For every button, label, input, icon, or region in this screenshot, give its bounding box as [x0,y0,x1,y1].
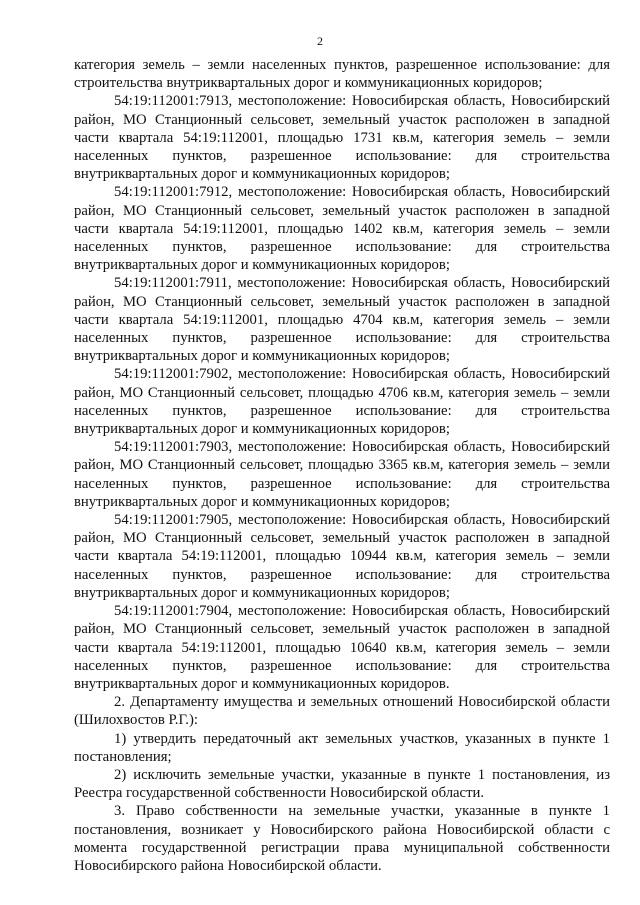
paragraph-parcel-7913: 54:19:112001:7913, местоположение: Новосибирская область, Новосибирский район, МО Станционный сельсовет, земельный участок расположен в западной части квартала 54:19:112001, площадью 1731 кв.м, категория земель – земли населенных пунктов, разрешенное использование: для строительства внутриквартальных дорог и коммуникационных коридоров; [74,93,610,183]
paragraph-continuation: категория земель – земли населенных пунктов, разрешенное использование: для строительства внутриквартальных дорог и коммуникационных коридоров; [74,57,610,92]
paragraph-parcel-7912: 54:19:112001:7912, местоположение: Новосибирская область, Новосибирский район, МО Станционный сельсовет, земельный участок расположен в западной части квартала 54:19:112001, площадью 1402 кв.м, категория земель – земли населенных пунктов, разрешенное использование: для строительства внутриквартальных дорог и коммуникационных коридоров; [74,184,610,274]
paragraph-parcel-7903: 54:19:112001:7903, местоположение: Новосибирская область, Новосибирский район, МО Станционный сельсовет, площадью 3365 кв.м, категория земель – земли населенных пунктов, разрешенное использование: для строительства внутриквартальных дорог и коммуникационных коридоров; [74,439,610,510]
paragraph-parcel-7904: 54:19:112001:7904, местоположение: Новосибирская область, Новосибирский район, МО Станционный сельсовет, земельный участок расположен в западной части квартала 54:19:112001, площадью 10640 кв.м, категория земель – земли населенных пунктов, разрешенное использование: для строительства внутриквартальных дорог и коммуникационных коридоров. [74,603,610,692]
paragraph-clause-2-2: 2) исключить земельные участки, указанные в пункте 1 постановления, из Реестра государственной собственности Новосибирской области. [74,766,610,802]
paragraph-parcel-7911: 54:19:112001:7911, местоположение: Новосибирская область, Новосибирский район, МО Станционный сельсовет, земельный участок расположен в западной части квартала 54:19:112001, площадью 4704 кв.м, категория земель – земли населенных пунктов, разрешенное использование: для строительства внутриквартальных дорог и коммуникационных коридоров; [74,275,610,365]
paragraph-parcel-7902: 54:19:112001:7902, местоположение: Новосибирская область, Новосибирский район, МО Станционный сельсовет, площадью 4706 кв.м, категория земель – земли населенных пунктов, разрешенное использование: для строительства внутриквартальных дорог и коммуникационных коридоров; [74,366,610,438]
paragraph-clause-2: 2. Департаменту имущества и земельных отношений Новосибирской области (Шилохвостов Р.Г.): [74,694,610,729]
page-number: 2 [317,34,323,48]
document-body [74,56,610,875]
paragraph-clause-2-1: 1) утвердить передаточный акт земельных участков, указанных в пункте 1 постановления; [74,730,610,765]
paragraph-parcel-7905: 54:19:112001:7905, местоположение: Новосибирская область, Новосибирский район, МО Станционный сельсовет, земельный участок расположен в западной части квартала 54:19:112001, площадью 10944 кв.м, категория земель – земли населенных пунктов, разрешенное использование: для строительства внутриквартальных дорог и коммуникационных коридоров; [74,512,610,601]
paragraph-clause-3: 3. Право собственности на земельные участки, указанные в пункте 1 постановления, возникает у Новосибирского района Новосибирской области с момента государственной регистрации права муниципальной собственности Новосибирского района Новосибирской области. [74,803,610,874]
